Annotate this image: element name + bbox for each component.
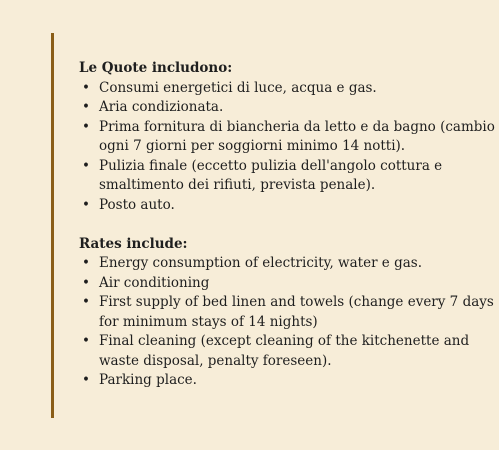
- list-item: • First supply of bed linen and towels (change every 7 days for minimum stays of 14 nights): [79, 293, 499, 332]
- italian-heading: Le Quote includono:: [79, 60, 233, 76]
- accent-bar: [51, 33, 54, 418]
- italian-list: [79, 79, 495, 216]
- rates-content: [79, 59, 495, 391]
- list-item: • Prima fornitura di biancheria da letto e da bagno (cambio ogni 7 giorni per soggiorni minimo 14 notti).: [79, 118, 499, 157]
- list-item: • Final cleaning (except cleaning of the kitchenette and waste disposal, penalty foreseen).: [79, 332, 499, 371]
- list-item: • Posto auto.: [79, 196, 499, 216]
- english-heading: Rates include:: [79, 235, 188, 252]
- section-spacer: [79, 215, 450, 235]
- list-item: • Pulizia finale (eccetto pulizia dell'angolo cottura e smaltimento dei rifiuti, prevista penale).: [79, 157, 499, 196]
- list-item: • Energy consumption of electricity, water e gas.: [79, 254, 499, 274]
- list-item: • Consumi energetici di luce, acqua e gas.: [79, 79, 499, 99]
- list-item: • Air conditioning: [79, 274, 499, 294]
- list-item: • Aria condizionata.: [79, 98, 499, 118]
- list-item: • Parking place.: [79, 371, 499, 391]
- english-list: [79, 254, 494, 391]
- english-section: [79, 235, 494, 391]
- italian-section: [79, 59, 495, 215]
